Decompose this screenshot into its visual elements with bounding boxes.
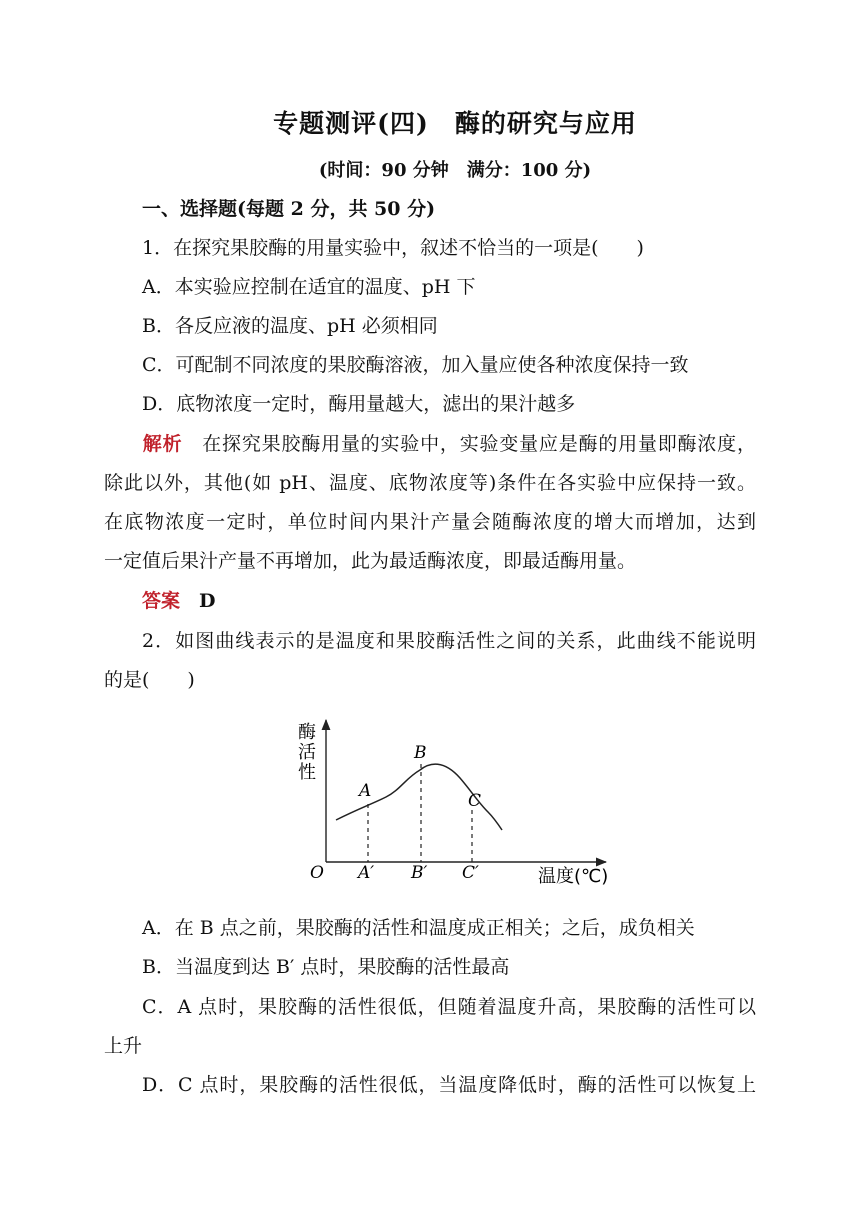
question-2-option-c-text: C．A 点时，果胶酶的活性很低，但随着温度升高，果胶酶的活性可以: [142, 996, 756, 1018]
analysis-line-4: 一定值后果汁产量不再增加，此为最适酶浓度，即最适酶用量。: [104, 550, 637, 572]
analysis-label: 解析: [142, 433, 183, 455]
question-1-stem: 1．在探究果胶酶的用量实验中，叙述不恰当的一项是( ): [142, 237, 644, 259]
question-2-option-a: A．在 B 点之前，果胶酶的活性和温度成正相关；之后，成负相关: [142, 917, 695, 939]
question-2-option-b: B．当温度到达 B′ 点时，果胶酶的活性最高: [142, 956, 510, 978]
question-1-option-d: D．底物浓度一定时，酶用量越大，滤出的果汁越多: [142, 393, 576, 415]
section-heading: 一、选择题(每题 2 分，共 50 分): [142, 198, 436, 220]
answer-line: [142, 589, 216, 613]
point-a-label: A: [359, 781, 372, 801]
tick-a-label: A′: [358, 863, 375, 883]
question-2-stem-line-2: 的是( ): [104, 669, 195, 691]
y-label-1: 酶: [298, 722, 316, 743]
tick-b-label: B′: [411, 863, 428, 883]
question-1-option-a: A．本实验应控制在适宜的温度、pH 下: [142, 276, 476, 298]
question-2-option-d-text: D．C 点时，果胶酶的活性很低，当温度降低时，酶的活性可以恢复上: [142, 1074, 756, 1096]
analysis-line-3: 在底物浓度一定时，单位时间内果汁产量会随酶浓度的增大而增加，达到: [104, 511, 756, 533]
question-1-option-b: B．各反应液的温度、pH 必须相同: [142, 315, 438, 337]
analysis-line-1: [104, 432, 756, 456]
y-label-2: 活: [298, 742, 316, 763]
origin-label: O: [310, 863, 324, 883]
question-2-option-c: [104, 995, 756, 1019]
y-label-3: 性: [298, 762, 316, 783]
point-c-label: C: [468, 791, 482, 811]
answer-value: D: [199, 590, 216, 612]
page-title: 专题测评(四) 酶的研究与应用: [273, 109, 637, 138]
analysis-line-2: 除此以外，其他(如 pH、温度、底物浓度等)条件在各实验中应保持一致。: [104, 472, 756, 494]
x-axis-label: 温度(℃): [538, 866, 609, 887]
enzyme-activity-figure: [280, 712, 620, 892]
tick-c-label: C′: [462, 863, 479, 883]
activity-curve-graph: [280, 712, 620, 892]
question-2-stem-text: 2．如图曲线表示的是温度和果胶酶活性之间的关系，此曲线不能说明: [142, 630, 756, 652]
analysis-text-1: 在探究果胶酶用量的实验中，实验变量应是酶的用量即酶浓度，: [202, 433, 756, 455]
point-b-label: B: [414, 743, 427, 763]
question-2-option-d: [104, 1073, 756, 1097]
answer-label: 答案: [142, 590, 181, 612]
question-2-stem-line-1: [104, 629, 756, 653]
question-1-option-c: C．可配制不同浓度的果胶酶溶液，加入量应使各种浓度保持一致: [142, 354, 689, 376]
exam-info: (时间：90 分钟 满分：100 分): [318, 160, 592, 181]
question-2-option-c-cont: 上升: [104, 1035, 143, 1057]
